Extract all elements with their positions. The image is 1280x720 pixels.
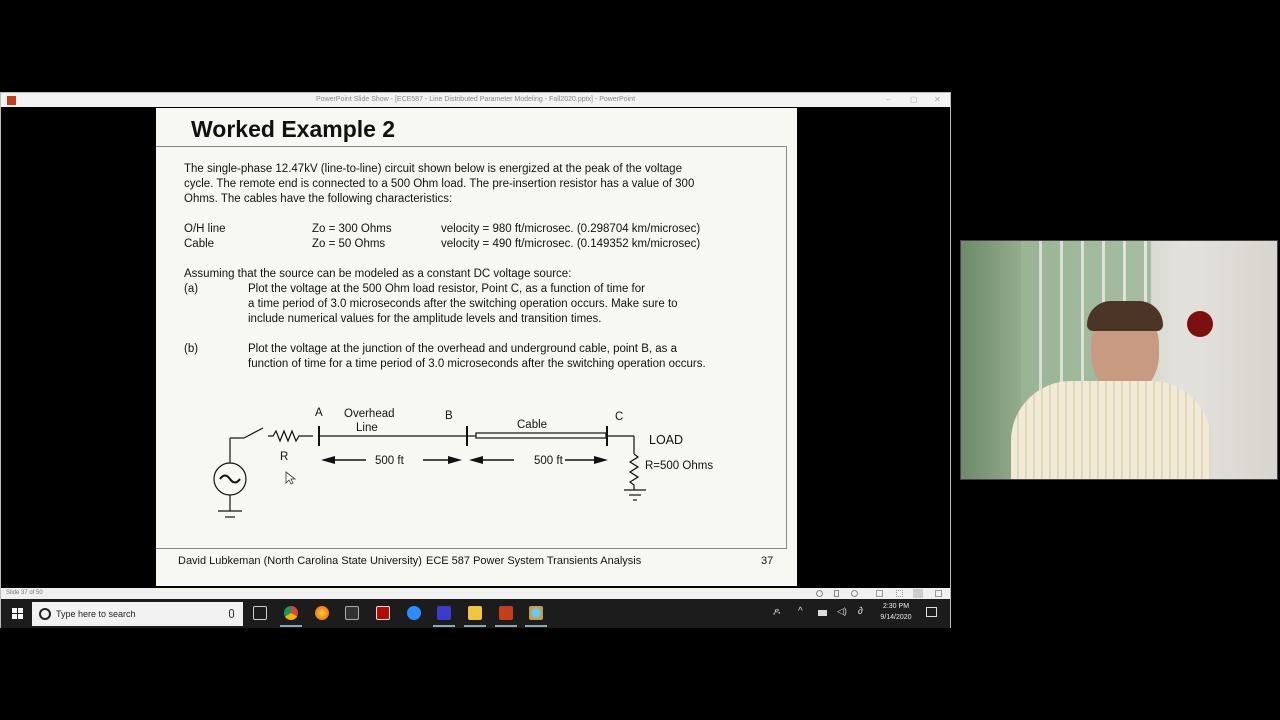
microphone-icon[interactable]: [229, 609, 234, 618]
footer-author: David Lubkeman (North Carolina State University): [178, 555, 422, 567]
webcam-video: [960, 240, 1278, 480]
normal-view-icon[interactable]: [876, 590, 883, 597]
maximize-button[interactable]: ▢: [910, 95, 918, 104]
part-label: (a): [184, 283, 199, 295]
table-cell: velocity = 980 ft/microsec. (0.298704 km/microsec): [441, 223, 701, 235]
load-label: LOAD: [649, 433, 684, 447]
part-text: a time period of 3.0 microseconds after the switching operation occurs. Make sure to: [248, 298, 678, 310]
next-slide-icon[interactable]: [851, 590, 858, 597]
previous-slide-icon[interactable]: [816, 590, 823, 597]
node-c-label: C: [615, 411, 624, 423]
volume-icon[interactable]: ◁): [837, 606, 847, 616]
slide-number: 37: [761, 555, 774, 567]
assumption: Assuming that the source can be modeled as a constant DC voltage source:: [184, 268, 572, 280]
cable-length: 500 ft: [534, 455, 563, 467]
clock[interactable]: [873, 601, 919, 623]
mouse-cursor-icon: [286, 472, 295, 484]
file-explorer-icon[interactable]: [468, 606, 482, 620]
intro-line: Ohms. The cables have the following characteristics:: [184, 193, 453, 205]
presenter-hair: [1087, 301, 1163, 331]
slide-title: Worked Example 2: [191, 116, 396, 142]
sorter-view-icon[interactable]: [896, 590, 903, 597]
table-cell: Zo = 300 Ohms: [312, 223, 392, 235]
zoom-icon[interactable]: [407, 606, 421, 620]
circuit-diagram: [156, 108, 797, 586]
table-cell: Cable: [184, 238, 215, 250]
load-resistor-icon: [630, 454, 638, 490]
part-text: include numerical values for the amplitude levels and transition times.: [248, 313, 602, 325]
table-cell: velocity = 490 ft/microsec. (0.149352 km/microsec): [441, 238, 701, 250]
slide: [156, 108, 797, 586]
terminal-icon[interactable]: [345, 606, 359, 620]
clock-time: 2:30 PM: [882, 603, 910, 610]
reading-view-icon[interactable]: [913, 589, 923, 598]
firefox-icon[interactable]: [315, 606, 329, 620]
intro-line: cycle. The remote end is connected to a 500 Ohm load. The pre-insertion resistor has a value of 300: [184, 178, 695, 190]
load-resistance: R=500 Ohms: [645, 460, 714, 472]
table-cell: O/H line: [184, 223, 226, 235]
minimize-button[interactable]: –: [886, 95, 891, 104]
table-cell: Zo = 50 Ohms: [312, 238, 386, 250]
network-icon[interactable]: ∂: [858, 606, 863, 617]
people-icon[interactable]: ዶ: [773, 607, 781, 618]
clock-date: 9/14/2020: [880, 614, 912, 621]
resistor-icon: [268, 431, 313, 441]
powerpoint-taskbar-icon[interactable]: [499, 606, 513, 620]
slide-sorter-icon[interactable]: [834, 590, 839, 597]
task-view-icon[interactable]: [253, 606, 267, 620]
overhead-length: 500 ft: [375, 455, 404, 467]
chevron-up-icon[interactable]: ^: [798, 606, 803, 617]
window-title: PowerPoint Slide Show - [ECE587 - Line Distributed Parameter Modeling - Fall2020.pptx] - PowerPoint: [315, 96, 636, 103]
slideshow-view-icon[interactable]: [935, 590, 942, 597]
overhead-label: Overhead: [344, 408, 395, 420]
cortana-icon: [39, 608, 51, 620]
wall-clock: [1187, 311, 1213, 337]
windows-start-icon[interactable]: [12, 608, 23, 619]
part-label: (b): [184, 343, 199, 355]
presenter-shirt: [1011, 381, 1211, 480]
switch-icon: [244, 428, 263, 438]
footer-course: ECE 587 Power System Transients Analysis: [426, 555, 642, 567]
node-a-label: A: [315, 407, 323, 419]
node-b-label: B: [445, 410, 453, 422]
app-icon[interactable]: [437, 606, 451, 620]
close-button[interactable]: ✕: [934, 95, 941, 104]
title-bar: [1, 93, 950, 107]
search-box[interactable]: [32, 602, 243, 626]
chrome-icon[interactable]: [284, 606, 298, 620]
resistor-label: R: [280, 451, 289, 463]
acrobat-icon[interactable]: [376, 606, 390, 620]
powerpoint-icon: [7, 96, 16, 105]
part-text: function of time for a time period of 3.0 microseconds after the switching operation occurs.: [248, 358, 706, 370]
powerpoint-window: [0, 92, 951, 628]
slide-counter: Slide 37 of 50: [6, 590, 43, 596]
part-text: Plot the voltage at the junction of the overhead and underground cable, point B, as a: [248, 343, 677, 355]
taskbar: [1, 599, 950, 628]
overhead-label: Line: [356, 422, 378, 434]
cable-line: [476, 433, 606, 438]
search-placeholder: Type here to search: [56, 609, 136, 619]
part-text: Plot the voltage at the 500 Ohm load resistor, Point C, as a function of time for: [248, 283, 645, 295]
battery-icon[interactable]: [818, 610, 827, 616]
intro-line: The single-phase 12.47kV (line-to-line) circuit shown below is energized at the peak of the voltage: [184, 163, 682, 175]
app-icon[interactable]: [529, 606, 543, 620]
status-bar: [1, 588, 950, 599]
notification-icon[interactable]: [926, 607, 937, 617]
cable-label: Cable: [517, 419, 548, 431]
